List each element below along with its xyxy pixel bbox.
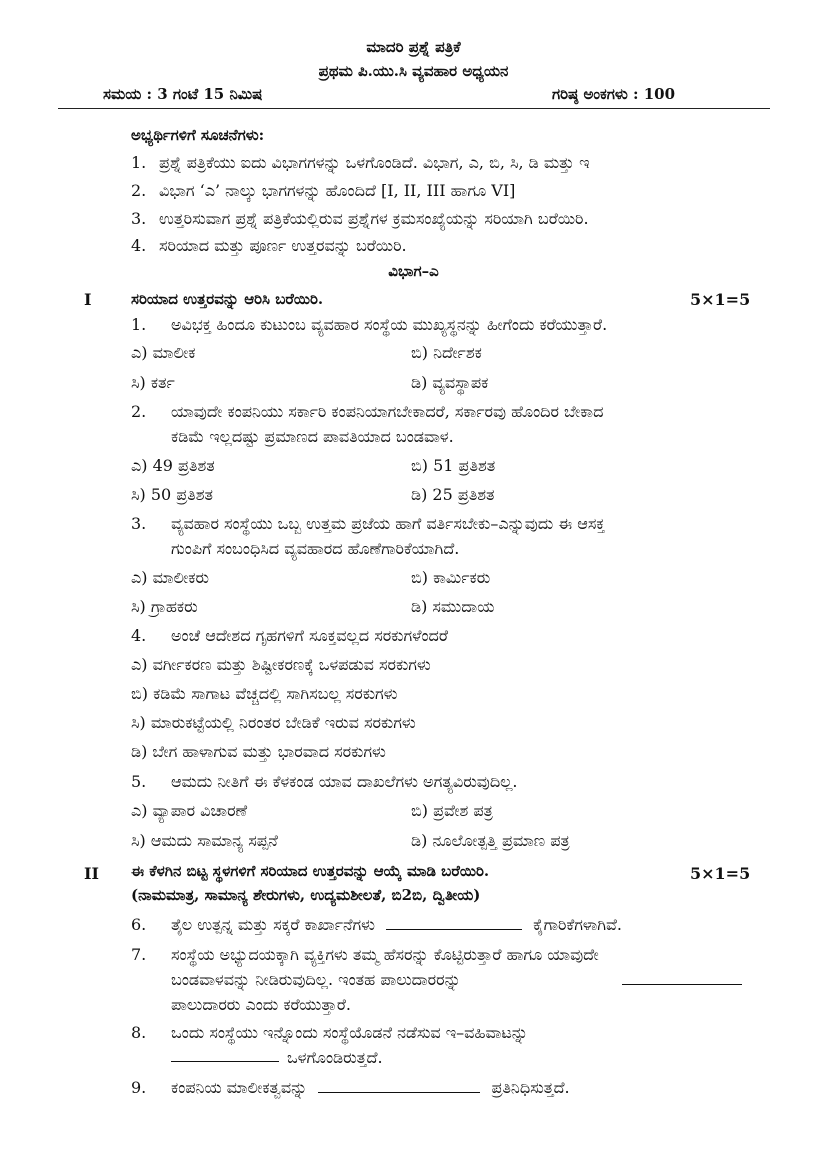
question-text-after: ಪ್ರತಿನಿಧಿಸುತ್ತದೆ. bbox=[491, 1078, 570, 1097]
option-a: ಎ) ಮಾಲೀಕರು bbox=[131, 568, 210, 587]
question-number: 8. bbox=[131, 1023, 147, 1042]
part-marks: 5×1=5 bbox=[690, 864, 751, 883]
question-number: 1. bbox=[131, 315, 147, 334]
option-a: ಎ) ವರ್ಗೀಕರಣ ಮತ್ತು ಶಿಷ್ಟೀಕರಣಕ್ಕೆ ಒಳಪಡುವ ಸರಕುಗಳು bbox=[131, 655, 431, 674]
option-c: ಸಿ) ಆಮದು ಸಾಮಾನ್ಯ ಸಪ್ಪನೆ bbox=[131, 831, 278, 850]
instruction-text: ಸರಿಯಾದ ಮತ್ತು ಪೂರ್ಣ ಉತ್ತರವನ್ನು ಬರೆಯಿರಿ. bbox=[159, 236, 407, 255]
part-number: II bbox=[84, 864, 99, 883]
answer-blank bbox=[386, 917, 522, 930]
question-text: ಸಂಸ್ಥೆಯ ಅಭ್ಯುದಯಕ್ಕಾಗಿ ವ್ಯಕ್ತಿಗಳು ತಮ್ಮ ಹೆಸರನ್ನು ಕೊಟ್ಟಿರುತ್ತಾರೆ ಹಾಗೂ ಯಾವುದೇ bbox=[171, 945, 599, 964]
question-text-before: ತೈಲ ಉತ್ಪನ್ನ ಮತ್ತು ಸಕ್ಕರೆ ಕಾರ್ಖಾನೆಗಳು bbox=[171, 915, 375, 934]
question-number: 7. bbox=[131, 945, 147, 964]
option-c: ಸಿ) 50 ಪ್ರತಿಶತ bbox=[131, 485, 213, 504]
option-b: ಬಿ) ಪ್ರವೇಶ ಪತ್ರ bbox=[411, 801, 493, 820]
instruction-num: 4. bbox=[131, 236, 147, 255]
question-number: 3. bbox=[131, 514, 147, 533]
question-text: ಆಮದು ನೀತಿಗೆ ಈ ಕೆಳಕಂಡ ಯಾವ ದಾಖಲೆಗಳು ಅಗತ್ಯವಿರುವುದಿಲ್ಲ. bbox=[171, 772, 518, 791]
question-number: 6. bbox=[131, 915, 147, 934]
question-number: 4. bbox=[131, 626, 147, 645]
option-b: ಬಿ) ಕಡಿಮೆ ಸಾಗಾಟ ವೆಚ್ಚದಲ್ಲಿ ಸಾಗಿಸಬಲ್ಲ ಸರಕುಗಳು bbox=[131, 684, 398, 703]
instructions-heading: ಅಭ್ಯರ್ಥಿಗಳಿಗೆ ಸೂಚನೆಗಳು: bbox=[131, 126, 265, 144]
paper-subtitle: ಪ್ರಥಮ ಪಿ.ಯು.ಸಿ ವ್ಯವಹಾರ ಅಧ್ಯಯನ bbox=[318, 62, 509, 80]
instruction-num: 1. bbox=[131, 153, 147, 172]
question-text-before: ಕಂಪನಿಯ ಮಾಲೀಕತ್ವವನ್ನು bbox=[171, 1078, 308, 1097]
option-a: ಎ) 49 ಪ್ರತಿಶತ bbox=[131, 456, 215, 475]
answer-blank bbox=[622, 972, 742, 985]
instruction-num: 2. bbox=[131, 181, 147, 200]
part-number: I bbox=[84, 290, 92, 309]
question-number: 5. bbox=[131, 772, 147, 791]
answer-choices: (ನಾಮಮಾತ್ರ, ಸಾಮಾನ್ಯ ಶೇರುಗಳು, ಉದ್ಯಮಶೀಲತೆ, ಬಿ2ಬಿ, ದ್ವಿತೀಯ) bbox=[131, 886, 481, 904]
paper-title: ಮಾದರಿ ಪ್ರಶ್ನೆ ಪತ್ರಿಕೆ bbox=[366, 38, 461, 56]
option-d: ಡಿ) ಸಮುದಾಯ bbox=[411, 597, 495, 616]
option-b: ಬಿ) 51 ಪ್ರತಿಶತ bbox=[411, 456, 496, 475]
section-a-heading: ವಿಭಾಗ–ಎ bbox=[388, 262, 439, 280]
answer-blank bbox=[318, 1080, 480, 1093]
question-text: ಬಂಡವಾಳವನ್ನು ನೀಡಿರುವುದಿಲ್ಲ. ಇಂತಹ ಪಾಲುದಾರರನ್ನು bbox=[171, 970, 461, 989]
question-text: ಗುಂಪಿಗೆ ಸಂಬಂಧಿಸಿದ ವ್ಯವಹಾರದ ಹೊಣೆಗಾರಿಕೆಯಾಗಿದೆ. bbox=[171, 539, 460, 558]
instruction-text: ಉತ್ತರಿಸುವಾಗ ಪ್ರಶ್ನೆ ಪತ್ರಿಕೆಯಲ್ಲಿರುವ ಪ್ರಶ್ನೆಗಳ ಕ್ರಮಸಂಖ್ಯೆಯನ್ನು ಸರಿಯಾಗಿ ಬರೆಯಿರಿ. bbox=[159, 209, 589, 228]
question-text: ಪಾಲುದಾರರು ಎಂದು ಕರೆಯುತ್ತಾರೆ. bbox=[171, 995, 352, 1014]
instruction-text: ವಿಭಾಗ ‘ಎ’ ನಾಲ್ಕು ಭಾಗಗಳನ್ನು ಹೊಂದಿದೆ [I, II, III ಹಾಗೂ VI] bbox=[159, 181, 516, 200]
header-divider bbox=[58, 108, 770, 109]
question-text bbox=[171, 915, 622, 935]
question-text: ಒಳಗೊಂಡಿರುತ್ತದೆ. bbox=[287, 1048, 383, 1067]
question-text: ಅಂಚೆ ಆದೇಶದ ಗೃಹಗಳಿಗೆ ಸೂಕ್ತವಲ್ಲದ ಸರಕುಗಳೆಂದರೆ bbox=[171, 626, 448, 645]
question-text: ಒಂದು ಸಂಸ್ಥೆಯು ಇನ್ನೊಂದು ಸಂಸ್ಥೆಯೊಡನೆ ನಡೆಸುವ ಇ–ವಹಿವಾಟನ್ನು bbox=[171, 1023, 528, 1042]
question-text-after: ಕೈಗಾರಿಕೆಗಳಾಗಿವೆ. bbox=[533, 915, 623, 934]
option-d: ಡಿ) ವ್ಯವಸ್ಥಾಪಕ bbox=[411, 373, 489, 392]
option-b: ಬಿ) ಕಾರ್ಮಿಕರು bbox=[411, 568, 491, 587]
option-c: ಸಿ) ಮಾರುಕಟ್ಟೆಯಲ್ಲಿ ನಿರಂತರ ಬೇಡಿಕೆ ಇರುವ ಸರಕುಗಳು bbox=[131, 713, 416, 732]
option-a: ಎ) ವ್ಯಾಪಾರ ವಿಚಾರಣೆ bbox=[131, 801, 248, 820]
question-text: ಕಡಿಮೆ ಇಲ್ಲದಷ್ಟು ಪ್ರಮಾಣದ ಪಾವತಿಯಾದ ಬಂಡವಾಳ. bbox=[171, 427, 454, 446]
question-text: ವ್ಯವಹಾರ ಸಂಸ್ಥೆಯು ಒಬ್ಬ ಉತ್ತಮ ಪ್ರಜೆಯ ಹಾಗೆ ವರ್ತಿಸಬೇಕು–ಎನ್ನುವುದು ಈ ಆಸಕ್ತ bbox=[171, 514, 605, 533]
question-text: ಯಾವುದೇ ಕಂಪನಿಯು ಸರ್ಕಾರಿ ಕಂಪನಿಯಾಗಬೇಕಾದರೆ, ಸರ್ಕಾರವು ಹೊಂದಿರ ಬೇಕಾದ bbox=[171, 402, 604, 421]
part-title: ಈ ಕೆಳಗಿನ ಬಿಟ್ಟ ಸ್ಥಳಗಳಿಗೆ ಸರಿಯಾದ ಉತ್ತರವನ್ನು ಆಯ್ಕೆ ಮಾಡಿ ಬರೆಯಿರಿ. bbox=[131, 862, 490, 880]
part-title: ಸರಿಯಾದ ಉತ್ತರವನ್ನು ಆರಿಸಿ ಬರೆಯಿರಿ. bbox=[131, 290, 324, 308]
instruction-num: 3. bbox=[131, 209, 147, 228]
question-text: ಅವಿಭಕ್ತ ಹಿಂದೂ ಕುಟುಂಬ ವ್ಯವಹಾರ ಸಂಸ್ಥೆಯ ಮುಖ್ಯಸ್ಥನನ್ನು ಹೀಗೆಂದು ಕರೆಯುತ್ತಾರೆ. bbox=[171, 315, 608, 334]
instruction-text: ಪ್ರಶ್ನೆ ಪತ್ರಿಕೆಯು ಐದು ವಿಭಾಗಗಳನ್ನು ಒಳಗೊಂಡಿದೆ. ವಿಭಾಗ, ಎ, ಬಿ, ಸಿ, ಡಿ ಮತ್ತು ಇ bbox=[159, 153, 590, 172]
question-number: 2. bbox=[131, 402, 147, 421]
question-number: 9. bbox=[131, 1078, 147, 1097]
max-marks: ಗರಿಷ್ಠ ಅಂಕಗಳು : 100 bbox=[552, 85, 676, 103]
option-d: ಡಿ) 25 ಪ್ರತಿಶತ bbox=[411, 485, 495, 504]
question-text bbox=[171, 1078, 570, 1098]
time-allowed: ಸಮಯ : 3 ಗಂಟೆ 15 ನಿಮಿಷ bbox=[103, 85, 263, 103]
option-a: ಎ) ಮಾಲೀಕ bbox=[131, 343, 196, 362]
option-c: ಸಿ) ಗ್ರಾಹಕರು bbox=[131, 597, 198, 616]
option-d: ಡಿ) ನೂಲೋತ್ಪತ್ತಿ ಪ್ರಮಾಣ ಪತ್ರ bbox=[411, 831, 570, 850]
option-c: ಸಿ) ಕರ್ತ bbox=[131, 373, 175, 392]
part-marks: 5×1=5 bbox=[690, 290, 751, 309]
option-d: ಡಿ) ಬೇಗ ಹಾಳಾಗುವ ಮತ್ತು ಭಾರವಾದ ಸರಕುಗಳು bbox=[131, 742, 386, 761]
answer-blank bbox=[171, 1049, 279, 1062]
option-b: ಬಿ) ನಿರ್ದೇಶಕ bbox=[411, 343, 482, 362]
